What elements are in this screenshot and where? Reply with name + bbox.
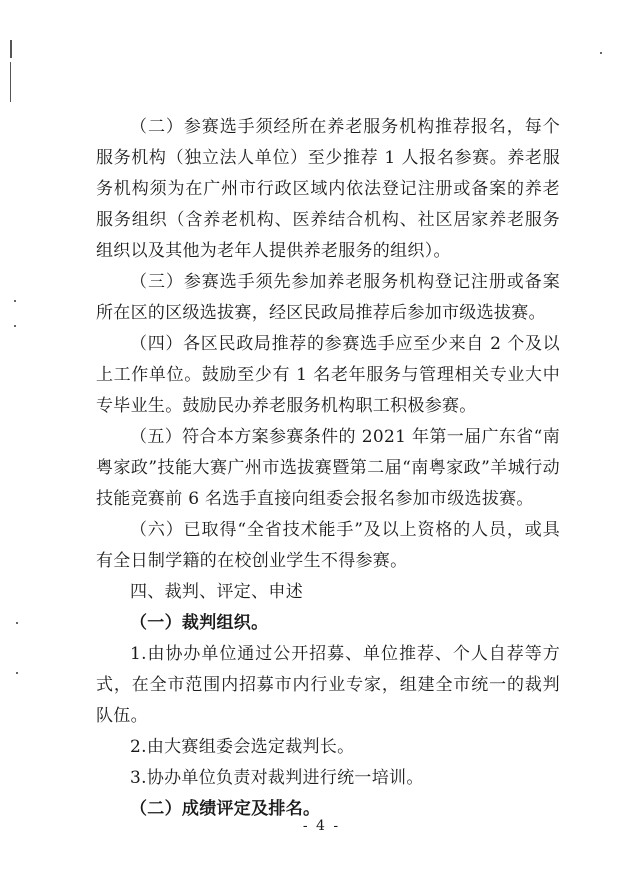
paragraph-5: （五）符合本方案参赛条件的 2021 年第一届广东省“南粤家政”技能大赛广州市选拔赛暨第二届“南粤家政”羊城行动技能竞赛前 6 名选手直接向组委会报名参加市级选拔赛。 — [96, 427, 560, 509]
binding-mark — [16, 672, 18, 674]
subsection-heading-scoring: （二）成绩评定及排名。 — [130, 799, 321, 819]
binding-mark — [10, 40, 12, 58]
binding-mark — [16, 622, 18, 624]
section-heading: 四、裁判、评定、申述 — [130, 582, 303, 602]
page-number: - 4 - — [302, 818, 341, 834]
paragraph-3: （三）参赛选手须先参加养老服务机构登记注册或备案所在区的区级选拔赛，经区民政局推荐后参加市级选拔赛。 — [96, 272, 560, 323]
binding-mark — [14, 300, 16, 302]
list-item: 2.由大赛组委会选定裁判长。 — [130, 737, 355, 757]
paragraph-6: （六）已取得“全省技术能手”及以上资格的人员，或具有全日制学籍的在校创业学生不得参赛。 — [96, 520, 560, 571]
scan-speck — [600, 52, 602, 54]
binding-mark — [10, 62, 11, 102]
binding-mark — [14, 325, 16, 327]
paragraph-4: （四）各区民政局推荐的参赛选手应至少来自 2 个及以上工作单位。鼓励至少有 1 名老年服务与管理相关专业大中专毕业生。鼓励民办养老服务机构职工积极参赛。 — [96, 334, 560, 416]
list-item: 3.协办单位负责对裁判进行统一培训。 — [130, 768, 424, 788]
subsection-heading-judges: （一）裁判组织。 — [130, 613, 269, 633]
paragraph-2: （二）参赛选手须经所在养老服务机构推荐报名，每个服务机构（独立法人单位）至少推荐 1 人报名参赛。养老服务机构须为在广州市行政区域内依法登记注册或备案的养老服务组织（含养老机构、医养结合机构、社区居家养老服务组织以及其他为老年人提供养老服务的组织）。 — [96, 117, 560, 261]
document-body — [96, 112, 560, 825]
list-item: 1.由协办单位通过公开招募、单位推荐、个人自荐等方式，在全市范围内招募市内行业专家，组建全市统一的裁判队伍。 — [96, 644, 560, 726]
